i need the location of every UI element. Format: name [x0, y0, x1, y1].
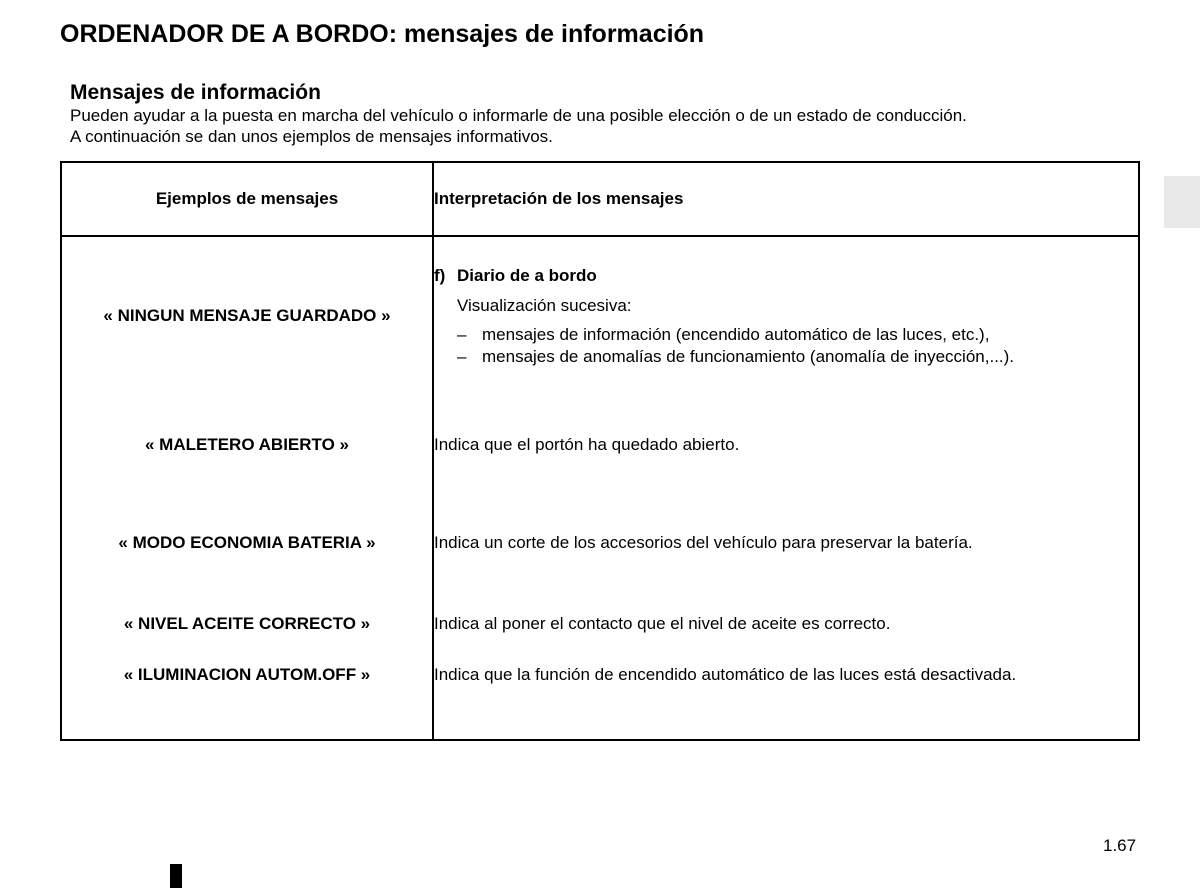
dash-bullet: –	[457, 324, 467, 344]
table-row	[61, 395, 1139, 495]
message-interpretation	[433, 236, 1139, 395]
message-example: « MALETERO ABIERTO »	[61, 395, 433, 495]
message-example: « NIVEL ACEITE CORRECTO »	[61, 591, 433, 657]
list-item-text: mensajes de información (encendido automático de las luces, etc.),	[482, 324, 990, 344]
diary-list	[434, 324, 1138, 368]
intro-line-2: A continuación se dan unos ejemplos de mensajes informativos.	[70, 127, 553, 146]
list-item-text: mensajes de anomalías de funcionamiento (anomalía de inyección,...).	[482, 346, 1015, 366]
message-example: « MODO ECONOMIA BATERIA »	[61, 495, 433, 591]
table-row	[61, 591, 1139, 657]
diary-subtitle: Visualización sucesiva:	[457, 295, 632, 315]
message-example: « NINGUN MENSAJE GUARDADO »	[61, 236, 433, 395]
diary-title	[434, 265, 1138, 287]
page-title: ORDENADOR DE A BORDO: mensajes de información	[60, 20, 705, 48]
table-header-row	[61, 162, 1139, 236]
chapter-tab	[1164, 176, 1200, 228]
page-number: 1.67	[1103, 836, 1137, 855]
message-interpretation: Indica al poner el contacto que el nivel de aceite es correcto.	[433, 591, 1139, 657]
table-row	[61, 657, 1139, 740]
dash-bullet: –	[457, 346, 467, 366]
header-interpretation: Interpretación de los mensajes	[433, 162, 1139, 236]
message-interpretation: Indica que el portón ha quedado abierto.	[433, 395, 1139, 495]
intro-text	[70, 105, 967, 147]
table-row	[61, 495, 1139, 591]
list-item	[457, 324, 1138, 346]
table-row	[61, 236, 1139, 395]
messages-table	[60, 161, 1140, 741]
message-interpretation: Indica un corte de los accesorios del vehículo para preservar la batería.	[433, 495, 1139, 591]
header-examples: Ejemplos de mensajes	[61, 162, 433, 236]
section-heading: Mensajes de información	[70, 81, 321, 104]
message-example: « ILUMINACION AUTOM.OFF »	[61, 657, 433, 740]
diary-letter: f)	[434, 265, 446, 285]
list-item	[457, 346, 1138, 368]
diary-title-text: Diario de a bordo	[457, 265, 597, 285]
intro-line-1: Pueden ayudar a la puesta en marcha del vehículo o informarle de una posible elección o de un estado de conducción.	[70, 106, 967, 125]
message-interpretation: Indica que la función de encendido automático de las luces está desactivada.	[433, 657, 1139, 740]
crop-mark	[170, 864, 182, 888]
